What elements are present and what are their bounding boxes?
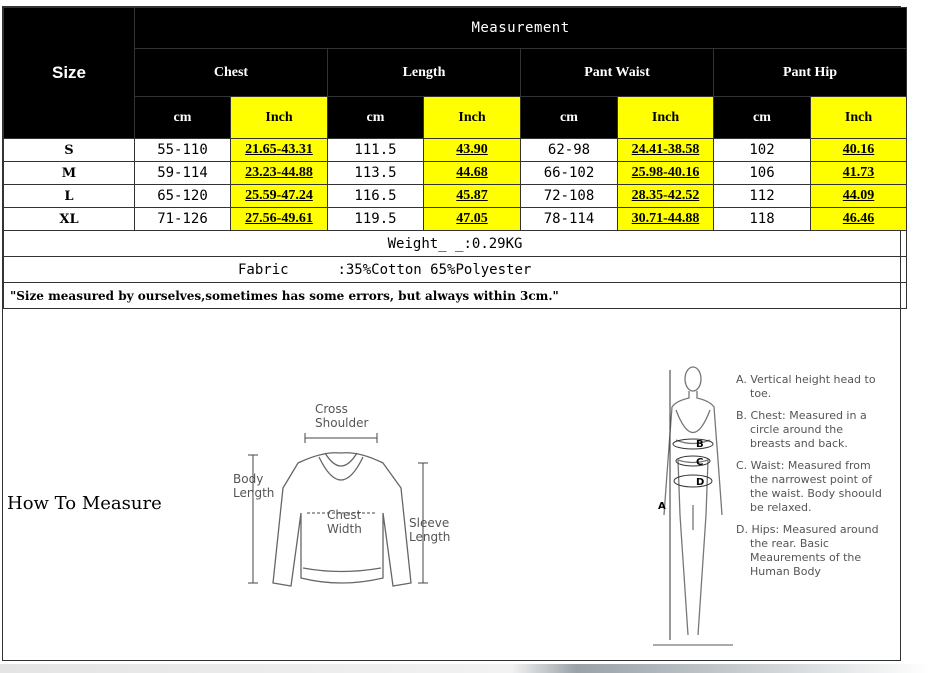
fabric-text: :35%Cotton 65%Polyester: [337, 261, 532, 278]
table-cell: 113.5: [328, 162, 424, 185]
table-cell: 43.90: [424, 139, 521, 162]
table-cell: 47.05: [424, 208, 521, 231]
table-row: [4, 162, 907, 185]
note-vertical-height: A. Vertical height head to toe.: [736, 373, 876, 400]
table-cell: 55-110: [135, 139, 231, 162]
table-cell: 23.23-44.88: [231, 162, 328, 185]
size-table: [3, 7, 907, 309]
size-chart: [2, 6, 901, 661]
table-cell: 46.46: [811, 208, 907, 231]
table-cell: 102: [714, 139, 811, 162]
table-cell: 24.41-38.58: [618, 139, 714, 162]
size-cell: S: [4, 139, 135, 162]
table-cell: 119.5: [328, 208, 424, 231]
bottom-image-strip: [0, 664, 930, 673]
table-cell: 41.73: [811, 162, 907, 185]
note-row: [4, 283, 907, 309]
size-cell: XL: [4, 208, 135, 231]
size-cell: M: [4, 162, 135, 185]
table-cell: 28.35-42.52: [618, 185, 714, 208]
table-cell: 21.65-43.31: [231, 139, 328, 162]
note-chest: B. Chest: Measured in a circle around the breasts and back.: [736, 409, 867, 450]
table-cell: 44.68: [424, 162, 521, 185]
unit-header: cm: [135, 97, 231, 139]
weight-text: Weight_ _:0.29KG: [4, 231, 907, 257]
table-cell: 44.09: [811, 185, 907, 208]
table-cell: 66-102: [521, 162, 618, 185]
how-to-measure-title: How To Measure: [7, 493, 162, 514]
unit-header: cm: [714, 97, 811, 139]
sleeve-length-label: Sleeve: [409, 516, 450, 530]
table-cell: 118: [714, 208, 811, 231]
table-cell: 30.71-44.88: [618, 208, 714, 231]
unit-header: cm: [328, 97, 424, 139]
body-diagram: [648, 365, 738, 650]
group-header-pant-waist: Pant Waist: [521, 49, 714, 97]
unit-header: Inch: [811, 97, 907, 139]
table-cell: 25.98-40.16: [618, 162, 714, 185]
group-header-chest: Chest: [135, 49, 328, 97]
body-letter-b: B: [696, 439, 704, 450]
garment-diagram: [223, 393, 463, 603]
table-cell: 65-120: [135, 185, 231, 208]
fabric-label: Fabric: [238, 261, 289, 278]
table-cell: 116.5: [328, 185, 424, 208]
unit-header: cm: [521, 97, 618, 139]
table-cell: 78-114: [521, 208, 618, 231]
table-row: [4, 139, 907, 162]
body-length-label: Length: [233, 486, 275, 500]
size-cell: L: [4, 185, 135, 208]
weight-row: [4, 231, 907, 257]
body-letter-c: C: [696, 457, 704, 468]
table-cell: 25.59-47.24: [231, 185, 328, 208]
sleeve-length-label: Length: [409, 530, 451, 544]
measurement-header: Measurement: [135, 8, 907, 49]
body-measure-notes: [736, 373, 886, 587]
table-cell: 72-108: [521, 185, 618, 208]
table-row: [4, 208, 907, 231]
cross-shoulder-label: Cross: [315, 402, 348, 416]
size-header: Size: [4, 8, 135, 139]
how-to-measure-section: [3, 343, 900, 660]
table-cell: 45.87: [424, 185, 521, 208]
note-text: "Size measured by ourselves,sometimes has some errors, but always within 3cm.": [4, 283, 907, 309]
unit-header: Inch: [618, 97, 714, 139]
table-cell: 62-98: [521, 139, 618, 162]
table-cell: 59-114: [135, 162, 231, 185]
fabric-cell: [4, 257, 907, 283]
body-letter-a: A: [658, 501, 666, 512]
note-waist: C. Waist: Measured from the narrowest point of the waist. Body shoould be relaxed.: [736, 459, 882, 514]
body-letter-d: D: [696, 477, 705, 488]
table-cell: 111.5: [328, 139, 424, 162]
note-hips: D. Hips: Measured around the rear. Basic Meaurements of the Human Body: [736, 523, 879, 578]
table-cell: 71-126: [135, 208, 231, 231]
table-row: [4, 185, 907, 208]
table-cell: 40.16: [811, 139, 907, 162]
group-header-pant-hip: Pant Hip: [714, 49, 907, 97]
table-cell: 112: [714, 185, 811, 208]
unit-header: Inch: [424, 97, 521, 139]
fabric-row: [4, 257, 907, 283]
group-header-length: Length: [328, 49, 521, 97]
unit-header: Inch: [231, 97, 328, 139]
table-cell: 27.56-49.61: [231, 208, 328, 231]
chest-width-label: Width: [327, 522, 362, 536]
chest-width-label: Chest: [327, 508, 362, 522]
table-cell: 106: [714, 162, 811, 185]
body-length-label: Body: [233, 472, 264, 486]
cross-shoulder-label: Shoulder: [315, 416, 369, 430]
